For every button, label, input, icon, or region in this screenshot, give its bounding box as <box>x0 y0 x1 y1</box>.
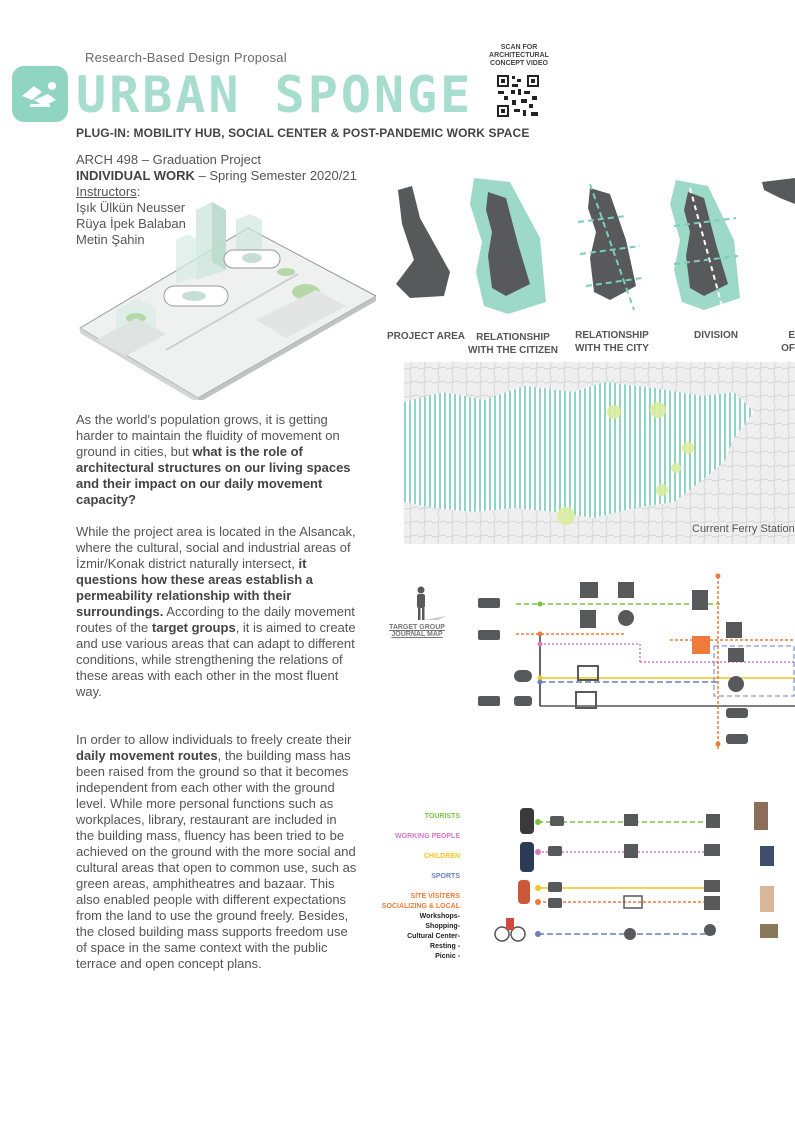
legend-working: WORKING PEOPLE <box>395 833 460 840</box>
label-division: DIVISION <box>694 330 738 341</box>
legend-tourists: TOURISTS <box>424 813 460 820</box>
work-type-line <box>76 168 357 184</box>
axonometric-drawing <box>76 200 376 400</box>
city-map <box>404 362 795 544</box>
legend-shopping: Shopping- <box>425 923 460 930</box>
legend-children: CHILDREN <box>423 853 460 860</box>
work-type-rest: – Spring Semester 2020/21 <box>194 168 357 183</box>
instructor-2: Rüya İpek Balaban <box>76 216 186 231</box>
journal-map-diagram <box>470 570 795 750</box>
legend-sports: SPORTS <box>431 873 460 880</box>
plugin-subtitle: PLUG-IN: MOBILITY HUB, SOCIAL CENTER & POST-PANDEMIC WORK SPACE <box>76 126 530 140</box>
paragraph-site: While the project area is located in the Alsancak, where the cultural, social and industrial areas of İzmir/Konak district naturally intersect, it questions how these areas establish a permeability relationship with their surroundings. According to the daily movement routes of the target groups, it is aimed to create and use various areas that can adapt to different conditions, while strengthening the relations of these areas with each other in the most fluent way. <box>76 524 356 699</box>
label-relationship-citizen: RELATIONSHIP WITH THE CITIZEN <box>468 332 558 356</box>
qr-caption: SCAN FOR ARCHITECTURAL CONCEPT VIDEO <box>489 44 549 67</box>
label-cut: E OF <box>781 330 795 354</box>
legend-site: SİTE VİSİTERS <box>410 893 460 900</box>
instructor-3: Metin Şahin <box>76 232 145 247</box>
person-icon <box>404 586 454 622</box>
concept-diagrams <box>390 174 795 324</box>
legend-workshops: Workshops- <box>419 913 460 920</box>
legend-labels <box>370 812 460 962</box>
legend-social: SOCIALIZING & LOCAL <box>381 903 460 910</box>
label-project-area: PROJECT AREA <box>387 331 465 342</box>
paragraph-concept: In order to allow individuals to freely create their daily movement routes, the building mass has been raised from the ground so that it becomes independent from each other with the ground level. While more personal functions such as workplaces, library, restaurant are included in the building mass, fluency has been tried to be achieved on the ground with the more social and cultural areas that open to common use, such as green areas, amphitheatres and bazaar. This also enabled people with different expectations from the land to use the ground freely. Besides, the closed building mass supports freedom use of space in the same context with the public terrace and open concept plans. <box>76 732 357 971</box>
legend-cultural: Cultural Center- <box>407 933 460 940</box>
paragraph-intro: As the world's population grows, it is getting harder to maintain the fluidity of movement on ground in cities, but what is the role of architectural structures on our living spaces and their impact on our daily movement capacity? <box>76 412 351 507</box>
work-type-bold: INDIVIDUAL WORK <box>76 168 195 183</box>
course-line: ARCH 498 – Graduation Project <box>76 152 261 167</box>
page-title: URBAN SPONGE <box>76 66 474 124</box>
instructors-label: Instructors: <box>76 184 141 199</box>
journal-label: TARGET GROUP JOURNAL MAP <box>389 624 445 638</box>
qr-code-icon[interactable] <box>496 74 540 118</box>
map-caption: Current Ferry Station <box>692 523 795 535</box>
logo-icon <box>12 66 68 122</box>
legend-resting: Resting - <box>430 943 460 950</box>
legend-picnic: Picnic - <box>435 953 460 960</box>
instructor-1: Işık Ülkün Neusser <box>76 200 186 215</box>
label-relationship-city: RELATIONSHIP WITH THE CITY <box>575 330 649 354</box>
header-subtitle: Research-Based Design Proposal <box>85 50 287 65</box>
target-groups-diagram <box>484 800 795 950</box>
